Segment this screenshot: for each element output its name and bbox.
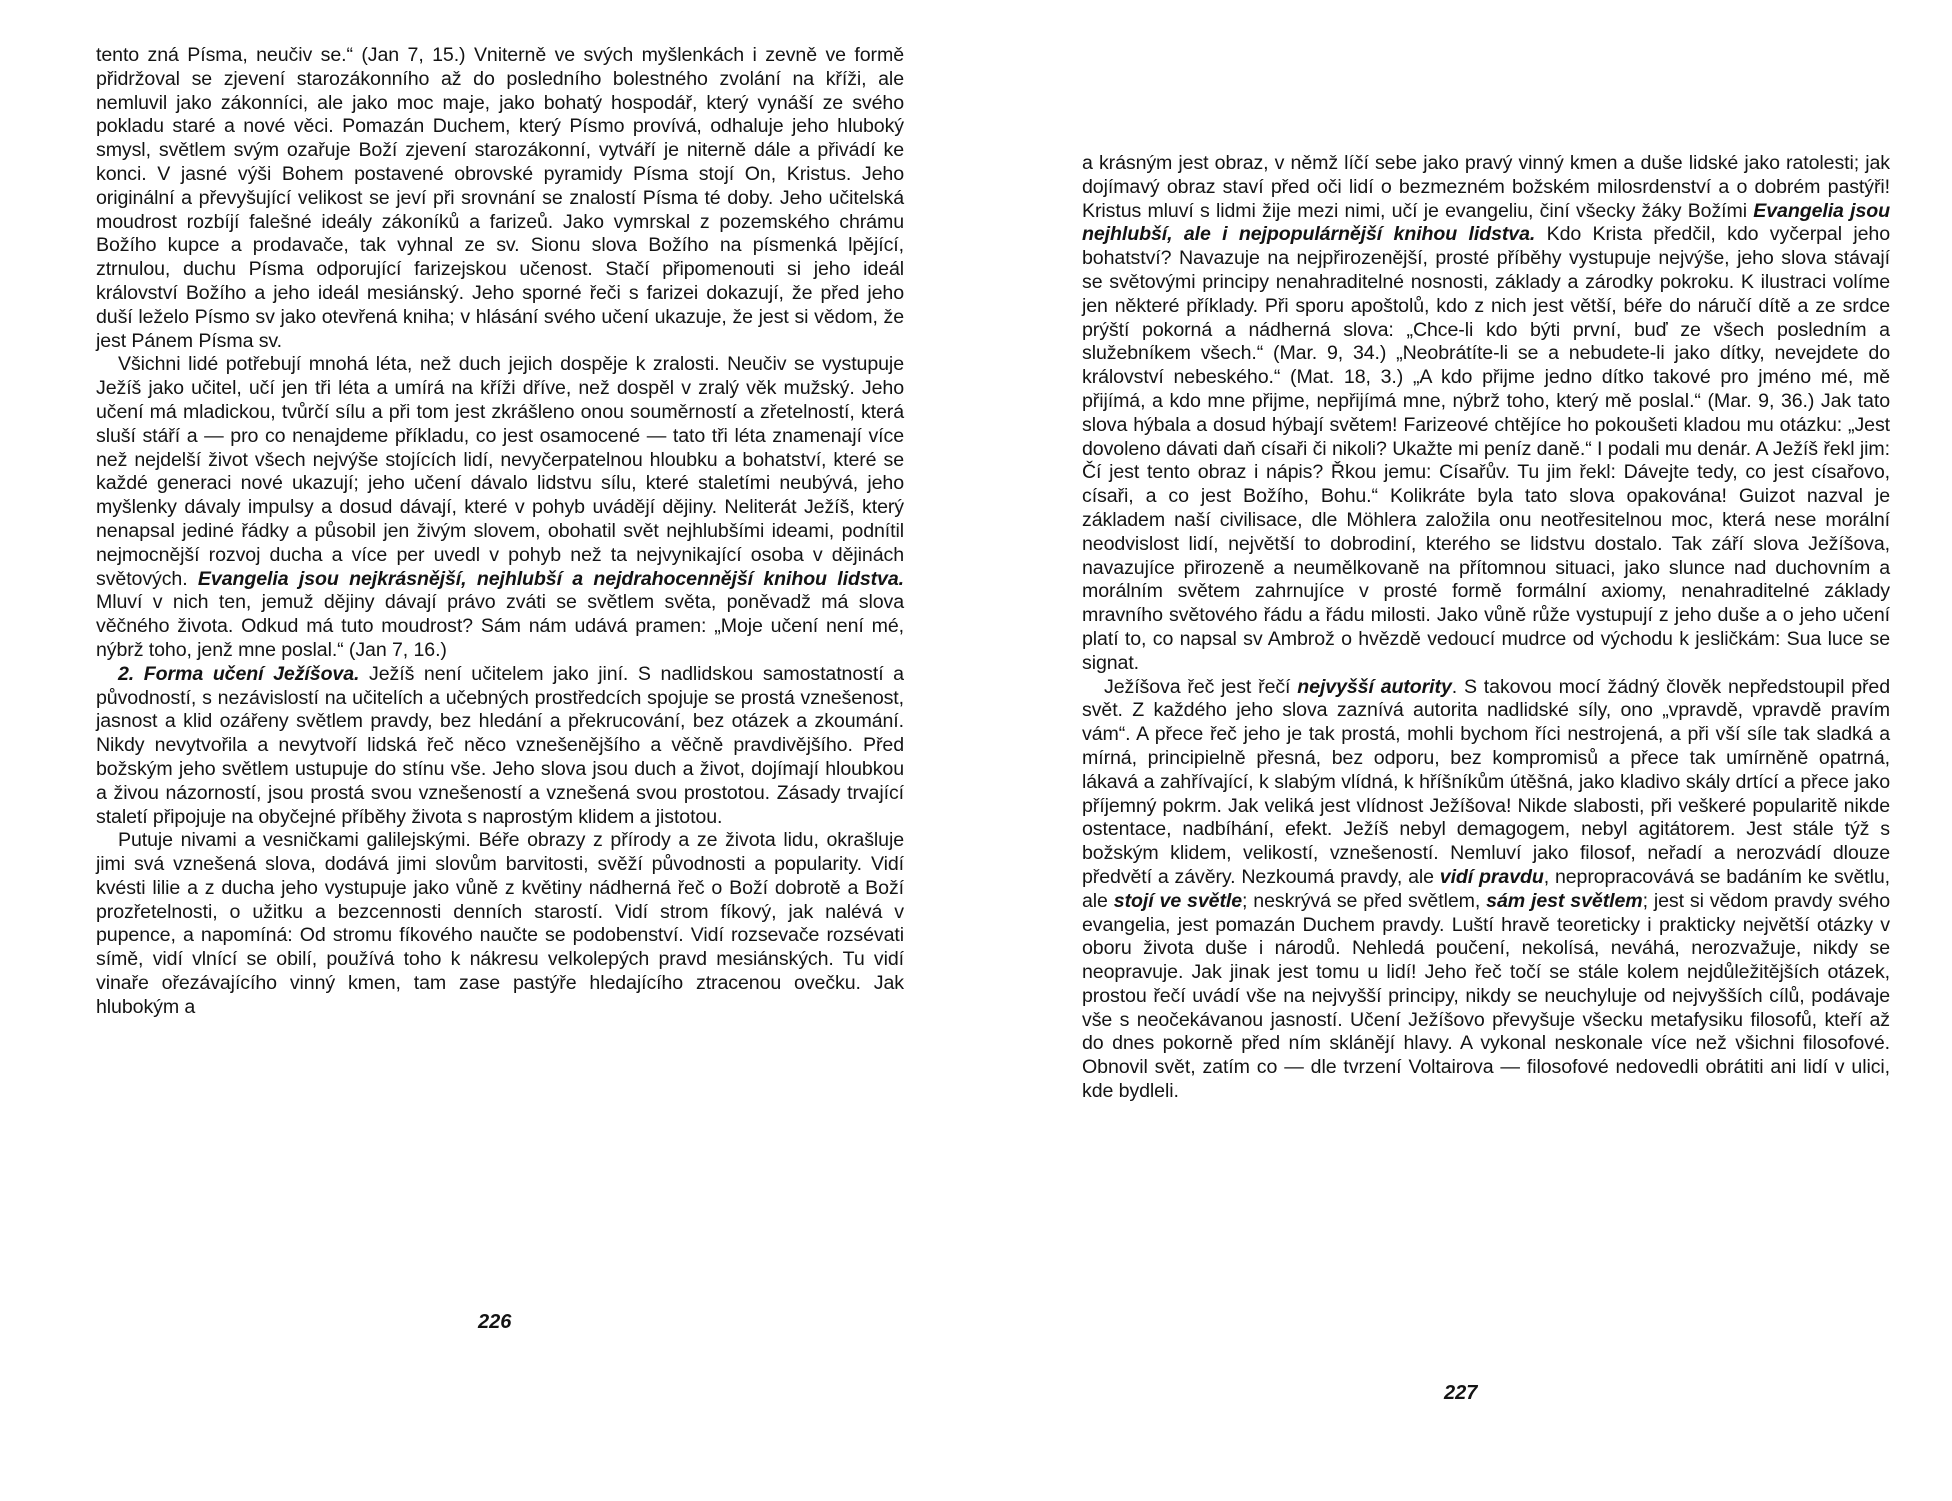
emphasized-text: sám jest světlem <box>1486 889 1643 912</box>
paragraph-text: Ježíšova řeč jest řečí <box>1104 675 1298 698</box>
emphasized-text: stojí ve světle <box>1113 889 1243 912</box>
paragraph-text: Ježíš není učitelem jako jiní. S nadlidskou samostatností a původností, s nezávislostí na učitelích a učebných prostředcích spojuje se prostá vznešenost, jasnost a klid ozářeny světlem pravdy, bez hledání a překrucování, bez otázek a zkoumání. Nikdy nevytvořila a nevytvoří lidská řeč něco vznešenějšího a věčně pravdivějšího. Před božským jeho světlem ustupuje do stínu vše. Jeho slova jsou duch a život, dojímají hloubkou a živou názorností, jsou prostá svou vznešeností a vznešená svou prostotou. Zásady trvající staletí připojuje na obyčejné příběhy života s naprostým klidem a jistotou. <box>96 662 904 828</box>
emphasized-text: vidí pravdu <box>1439 865 1544 888</box>
paragraph-text: a krásným jest obraz, v němž líčí sebe jako pravý vinný kmen a duše lidské jako ratolesti; jak dojímavý obraz staví před oči lidí o bezmezném božském milosrdenství a o dobrém pastýři! Kristus mluví s lidmi žije mezi nimi, učí je evangeliu, činí všecky žáky Božími <box>1082 152 1890 222</box>
paragraph-text: . S takovou mocí žádný člověk nepředstoupil před svět. Z každého jeho slova zaznívá autorita nadlidské síly, ono „vpravdě, vpravdě pravím vám“. A přece řeč jeho je tak prostá, mohli bychom říci nestrojená, a při vší síle tak sladká a mírná, principielně přesná, bez odporu, bez kompromisů a přece tak umírněně opatrná, lákavá a zahřívající, k slabým vlídná, k hříšníkům útěšná, jako kladivo skály drtící a přece jako příjemný pokrm. Jak veliká jest vlídnost Ježíšova! Nikde slabosti, při veškeré popularitě nikde ostentace, nadbíhání, efekt. Ježíš nebyl demagogem, nebyl agitátorem. Jest stále týž s božským klidem, velikostí, vznešeností. Nemluví jako filosof, neřadí a nerozvádí dlouze předvětí a závěry. Nezkoumá pravdy, ale <box>1082 675 1891 888</box>
paragraph <box>96 663 904 830</box>
paragraph-text: Všichni lidé potřebují mnohá léta, než duch jejich dospěje k zralosti. Neučiv se vystupuje Ježíš jako učitel, učí jen tři léta a umírá na kříži dříve, než dospěl v zralý věk mužský. Jeho učení má mladickou, tvůrčí sílu a při tom jest zkrášleno onou souměrností a zřetelností, která sluší stáří a — pro co nenajdeme příkladu, co jest osamocené — tato tři léta znamenají více než nejdelší život všech nejvýše stojících lidí, nevyčerpatelnou hloubku a bohatství, které se každé generaci nové ukazují; jeho učení dávalo lidstvu sílu, které staletími neubývá, jeho myšlenky dávaly impulsy a dosud dávají, které v pohyb uvádějí dějiny. Neliterát Ježíš, který nenapsal jediné řádky a působil jen živým slovem, obohatil svět nejhlubšími ideami, podnítil nejmocnější rozvoj ducha a více per uvedl v pohyb než ta nejvynikající osoba v dějinách světových. <box>96 353 904 590</box>
paragraph <box>96 353 904 662</box>
paragraph <box>96 829 904 1019</box>
page-number: 227 <box>1444 1382 1478 1404</box>
paragraph-text: Kdo Krista předčil, kdo vyčerpal jeho bohatství? Navazuje na nejpřirozenější, prosté příběhy vystupuje nejvýše, jeho slova stávají se světovými principy nenahraditelné nosnosti, základy a zárodky pokroku. K ilustraci volíme jen některé příklady. Při sporu apoštolů, kdo z nich jest větší, béře do náručí dítě a ze srdce prýští pokorná a nádherná slova: „Chce-li kdo býti první, buď ze všech posledním a služebníkem všech.“ (Mar. 9, 34.) „Neobrátíte-li se a nebudete-li jako dítky, nevejdete do království nebeského.“ (Mat. 18, 3.) „A kdo přijme jedno dítko takové pro jméno mé, mě přijímá, a kdo mne přijme, nepřijímá mne, nýbrž toho, který mě poslal.“ (Mar. 9, 36.) Jak tato slova hýbala a dosud hýbají světem! Farizeové chtějíce ho pokoušeti kladou mu otázku: „Jest dovoleno dávati daň císaři či nikoli? Ukažte mi peníz daně.“ I podali mu denár. A Ježíš řekl jim: Čí jest tento obraz i nápis? Řkou jemu: Císařův. Tu jim řekl: Dávejte tedy, co jest císařovo, císaři, a co jest Božího, Bohu.“ Kolikráte byla tato slova opakována! Guizot nazval je základem naší civilisace, dle Möhlera založila onu neotřesitelnou moc, která nese morální neodvislost lidí, největší to dobrodiní, kterého se lidstvu dostalo. Tak září slova Ježíšova, navazujíce přirozeně a neumělkovaně na přítomnou situaci, jako slunce nad duchovním a morálním světem zahrnujíce v prosté formě formální axiomy, nenahraditelné základy mravního světového řádu a řádu milosti. Jako vůně růže vystupují z jeho duše a o jeho učení platí to, co napsal sv Ambrož o hvězdě vedoucí mudrce od východu k jesličkám: Sua luce se signat. <box>1082 223 1890 674</box>
paragraph-text: ; neskrývá se před světlem, <box>1242 889 1487 912</box>
emphasized-text: nejvyšší autority <box>1297 675 1452 698</box>
left-page-text <box>96 44 904 1020</box>
right-page-text <box>1082 152 1890 1104</box>
emphasized-text: Evangelia jsou nejhlubší, ale i nejpopulárnější knihou lidstva. <box>1082 199 1890 246</box>
emphasized-text: Evangelia jsou nejkrásnější, nejhlubší a nejdrahocennější knihou lidstva. <box>197 567 904 590</box>
right-page <box>976 0 1952 1501</box>
paragraph-text: , nepropracovává se badáním ke světlu, ale <box>1082 865 1890 912</box>
page-number: 226 <box>478 1311 512 1333</box>
paragraph <box>96 44 904 353</box>
paragraph-text: Mluví v nich ten, jemuž dějiny dávají právo zváti se světlem světa, poněvadž má slova věčného života. Odkud má tuto moudrost? Sám nám udává pramen: „Moje učení není mé, nýbrž toho, jenž mne poslal.“ (Jan 7, 16.) <box>96 591 904 661</box>
paragraph-text: ; jest si vědom pravdy svého evangelia, jest pomazán Duchem pravdy. Luští hravě teoreticky i prakticky největší otázky v oboru života duše i národů. Nehledá poučení, nekolísá, neváhá, nerozvažuje, nikdy se neopravuje. Jak jinak jest tomu u lidí! Jeho řeč točí se stále kolem nejdůležitějších otázek, prostou řečí uvádí vše na nejvyšší principy, nikdy se neuchyluje od nejvyšších cílů, podávaje vše s neočekávanou jasností. Učení Ježíšovo převyšuje všecku metafysiku filosofů, kteří až do dnes pokorně před ním sklánějí hlavy. A vykonal neskonale více než všichni filosofové. Obnovil svět, zatím co — dle tvrzení Voltairova — filosofové nedovedli obrátiti ani lidí v ulici, kde bydleli. <box>1082 889 1890 1103</box>
paragraph <box>1082 152 1890 676</box>
paragraph-text: Putuje nivami a vesničkami galilejskými. Béře obrazy z přírody a ze života lidu, okrašluje jimi svá vznešená slova, dodává jimi slovům barvitosti, svěží původnosti a popularity. Vidí kvésti lilie a z ducha jeho vystupuje jako vůně z květiny nádherná řeč o Boží dobrotě a Boží prozřetelnosti, o užitku a bezcennosti denních starostí. Vidí strom fíkový, jak nalévá v pupence, a napomíná: Od stromu fíkového naučte se podobenství. Vidí rozsevače rozsévati símě, vidí vlnící se obilí, používá toho k nákresu velkolepých pravd mesiánských. Tu vidí vinaře ořezávajícího vinný kmen, tam zase pastýře hledajícího ztracenou ovečku. Jak hlubokým a <box>96 829 904 1018</box>
paragraph <box>1082 676 1890 1104</box>
paragraph-text: tento zná Písma, neučiv se.“ (Jan 7, 15.) Vniterně ve svých myšlenkách i zevně ve formě přidržoval se zjevení starozákonního až do posledního bolestného zvolání na kříži, ale nemluvil jako zákonníci, ale jako moc maje, jako bohatý hospodář, který vynáší ze svého pokladu staré a nové věci. Pomazán Duchem, který Písmo provívá, odhaluje jeho hluboký smysl, světlem svým ozařuje Boží zjevení starozákonní, vytváří je niterně dále a přivádí ke konci. V jasné výši Bohem postavené obrovské pyramidy Písma stojí On, Kristus. Jeho originální a převyšující velikost se jeví při srovnání se znalostí Písma té doby. Jeho učitelská moudrost rozbíjí falešné ideály zákoníků a farizeů. Jako vymrskal z pozemského chrámu Božího kupce a prodavače, tak vyhnal ze sv. Sionu slova Božího na písmenká lpějící, ztrnulou, duchu Písma odporující farizejskou učenost. Stačí připomenouti si jeho ideál království Božího a jeho ideál mesiánský. Jeho sporné řeči s farizei dokazují, že před jeho duší leželo Písmo sv jako otevřená kniha; v hlásání svého učení ukazuje, že jest si vědom, že jest Pánem Písma sv. <box>96 44 904 352</box>
section-heading: 2. Forma učení Ježíšova. <box>118 662 360 685</box>
